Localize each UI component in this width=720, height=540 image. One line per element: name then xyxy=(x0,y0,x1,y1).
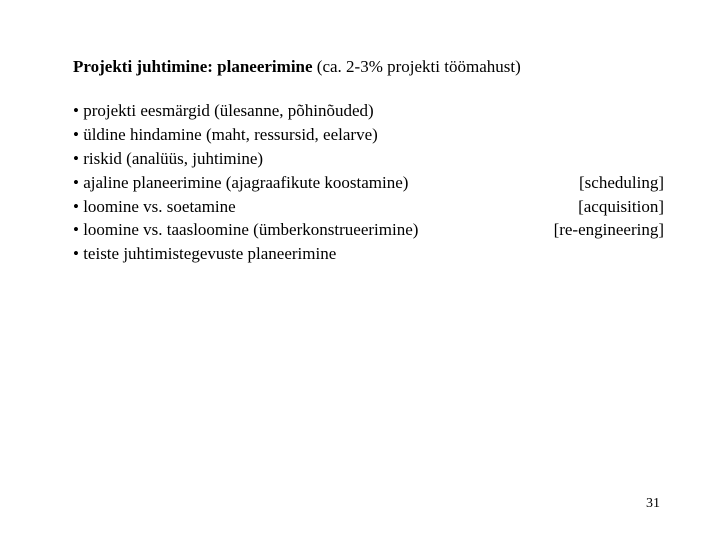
bullet-tag: [scheduling] xyxy=(579,172,664,192)
bullet-item xyxy=(73,197,673,221)
bullet-text: • loomine vs. taasloomine (ümberkonstrueerimine) xyxy=(73,220,419,240)
page-number: 31 xyxy=(646,496,660,511)
bullet-tag: [acquisition] xyxy=(578,196,664,216)
bullet-item xyxy=(73,149,673,173)
bullet-item xyxy=(73,244,673,268)
bullet-text: • riskid (analüüs, juhtimine) xyxy=(73,148,264,168)
slide-title xyxy=(73,57,521,77)
bullet-text: • teiste juhtimistegevuste planeerimine xyxy=(73,244,337,264)
bullet-item xyxy=(73,173,673,197)
bullet-item xyxy=(73,125,673,149)
bullet-text: • loomine vs. soetamine xyxy=(73,196,236,216)
bullet-item xyxy=(73,220,673,244)
bullet-tag: [re-engineering] xyxy=(553,220,664,240)
bullet-text: • ajaline planeerimine (ajagraafikute koostamine) xyxy=(73,172,409,192)
slide-title-bold: Projekti juhtimine: planeerimine xyxy=(73,57,313,76)
bullet-list xyxy=(73,101,673,268)
bullet-text: • projekti eesmärgid (ülesanne, põhinõuded) xyxy=(73,101,374,120)
bullet-item xyxy=(73,101,673,125)
slide-title-subtitle: (ca. 2-3% projekti töömahust) xyxy=(312,57,521,76)
bullet-text: • üldine hindamine (maht, ressursid, eelarve) xyxy=(73,124,378,144)
